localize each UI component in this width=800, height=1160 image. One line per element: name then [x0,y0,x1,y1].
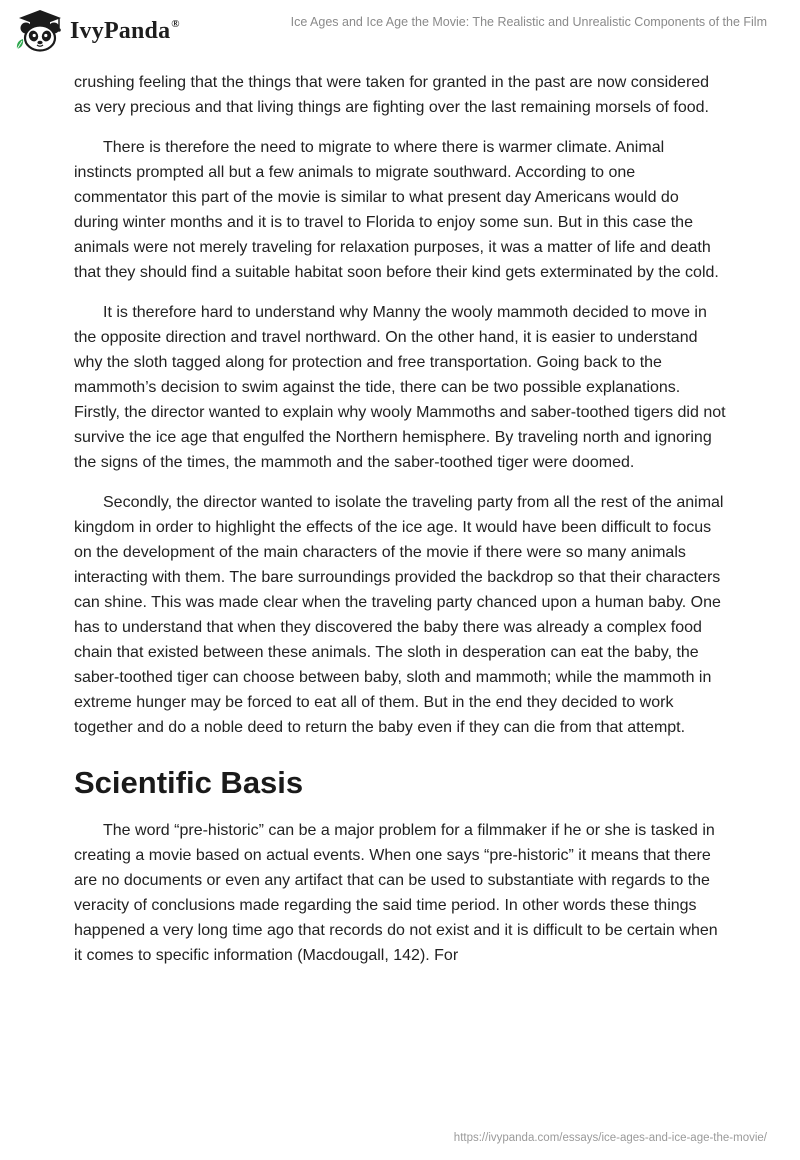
body-paragraph: crushing feeling that the things that were taken for granted in the past are now considered as very precious and that living things are fighting over the last remaining morsels of food. [74,74,710,116]
essay-body [74,70,726,983]
page-header [0,0,800,64]
source-url[interactable]: https://ivypanda.com/essays/ice-ages-and-ice-age-the-movie/ [453,1132,767,1144]
body-paragraph: Secondly, the director wanted to isolate the traveling party from all the rest of the animal kingdom in order to highlight the effects of the ice age. It would have been difficult to focus on the development of the main characters of the movie if there were so many animals interacting with them. The bare surroundings provided the backdrop so that their characters can shine. This was made clear when the traveling party chanced upon a human baby. One has to understand that when they discovered the baby there was already a complex food chain that existed between these animals. The sloth in desperation can eat the baby, the saber-toothed tiger can choose between baby, sloth and mammoth; while the mammoth in extreme hunger may be forced to eat all of them. But in the end they decided to work together and do a noble deed to return the baby even if they can die from that attempt. [74,494,724,736]
body-paragraph: The word “pre-historic” can be a major problem for a filmmaker if he or she is tasked in creating a movie based on actual events. When one says “pre-historic” it means that there are no documents or even any artifact that can be used to substantiate with regards to the veracity of conclusions made regarding the said time period. In other words these things happened a very long time ago that records do not exist and it is difficult to be certain when it comes to specific information (Macdougall, 142). For [74,822,718,964]
ivypanda-logo[interactable] [14,9,180,53]
body-paragraph: There is therefore the need to migrate to where there is warmer climate. Animal instincts prompted all but a few animals to migrate southward. According to one commentator this part of the movie is similar to what present day Americans would do during winter months and it is to travel to Florida to enjoy some sun. But in this case the animals were not merely traveling for relaxation purposes, it was a matter of life and death that they should find a suitable habitat soon before their kind gets exterminated by the cold. [74,139,719,281]
panda-graduate-icon [14,9,66,53]
document-title: Ice Ages and Ice Age the Movie: The Realistic and Unrealistic Components of the Film [290,15,767,29]
section-heading: Scientific Basis [74,765,304,800]
logo-wordmark: IvyPanda® [70,17,180,44]
body-paragraph: It is therefore hard to understand why Manny the wooly mammoth decided to move in the opposite direction and travel northward. On the other hand, it is easier to understand why the sloth tagged along for protection and free transportation. Going back to the mammoth’s decision to swim against the tide, there can be two possible explanations. Firstly, the director wanted to explain why wooly Mammoths and saber-toothed tigers did not survive the ice age that engulfed the Northern hemisphere. By traveling north and ignoring the signs of the times, the mammoth and the saber-toothed tiger were doomed. [74,304,726,471]
